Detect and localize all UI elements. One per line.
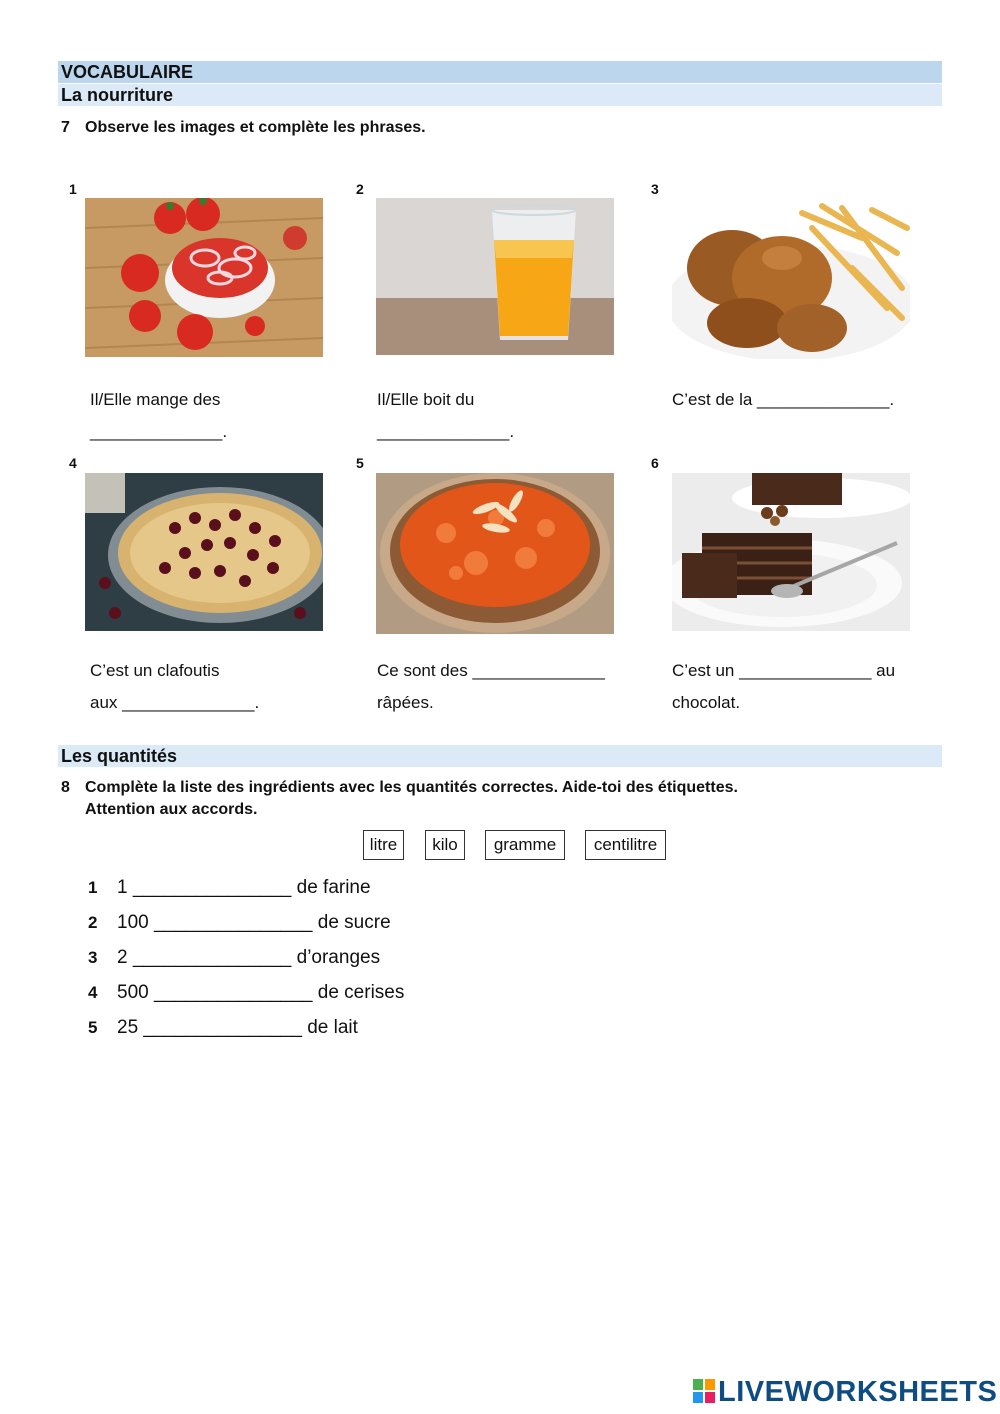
ingredient-row[interactable]: 4 500 _______________ de cerises (88, 982, 405, 1003)
cherry-clafoutis-image (85, 473, 323, 631)
liveworksheets-logo[interactable] (693, 1376, 997, 1409)
topic-heading-quantities: Les quantités (58, 745, 942, 767)
exercise-number: 8 (61, 779, 70, 796)
ingredient-row[interactable]: 2 100 _______________ de sucre (88, 912, 391, 933)
orange-juice-image (376, 198, 614, 355)
item-number: 2 (356, 181, 364, 197)
sentence-6: C’est un ______________ au chocolat. (672, 655, 895, 719)
chocolate-cake-image (672, 473, 910, 631)
ingredient-row[interactable]: 3 2 _______________ d’oranges (88, 947, 381, 968)
item-number: 1 (69, 181, 77, 197)
label-chip-kilo: kilo (425, 830, 465, 860)
instruction-line-2: Attention aux accords. (85, 801, 258, 818)
instruction-text: Observe les images et complète les phrases. (85, 119, 426, 136)
sentence-1: Il/Elle mange des ______________. (90, 384, 227, 448)
grated-carrots-image (376, 473, 614, 634)
topic-heading-food: La nourriture (58, 84, 942, 106)
answer-blank[interactable]: C’est un ______________ au (672, 661, 896, 680)
exercise-number: 7 (61, 119, 70, 136)
item-number: 5 (356, 455, 364, 471)
answer-blank[interactable]: Ce sont des ______________ (377, 661, 605, 680)
answer-blank[interactable]: ______________. (377, 422, 515, 441)
instruction-line-1: Complète la liste des ingrédients avec les quantités correctes. Aide-toi des étiquettes. (85, 779, 738, 796)
tomato-salad-image (85, 198, 323, 357)
sentence-4: C’est un clafoutis aux ______________. (90, 655, 259, 719)
item-number: 4 (69, 455, 77, 471)
item-number: 3 (651, 181, 659, 197)
sentence-5: Ce sont des ______________ râpées. (377, 655, 605, 719)
logo-text: LIVEWORKSHEETS (718, 1376, 998, 1408)
answer-blank[interactable]: aux ______________. (90, 693, 260, 712)
logo-icon (693, 1378, 715, 1402)
label-chip-centilitre: centilitre (585, 830, 666, 860)
exercise-7-instruction (61, 117, 426, 139)
item-number: 6 (651, 455, 659, 471)
chicken-fries-image (672, 198, 910, 359)
sentence-3[interactable]: C’est de la ______________. (672, 390, 895, 409)
label-chip-litre: litre (363, 830, 404, 860)
section-title: VOCABULAIRE (58, 61, 942, 83)
label-chip-gramme: gramme (485, 830, 565, 860)
ingredient-row[interactable]: 1 1 _______________ de farine (88, 877, 371, 898)
ingredient-row[interactable]: 5 25 _______________ de lait (88, 1017, 358, 1038)
answer-blank[interactable]: ______________. (90, 422, 228, 441)
exercise-8-instruction (61, 777, 738, 821)
sentence-2: Il/Elle boit du ______________. (377, 384, 514, 448)
